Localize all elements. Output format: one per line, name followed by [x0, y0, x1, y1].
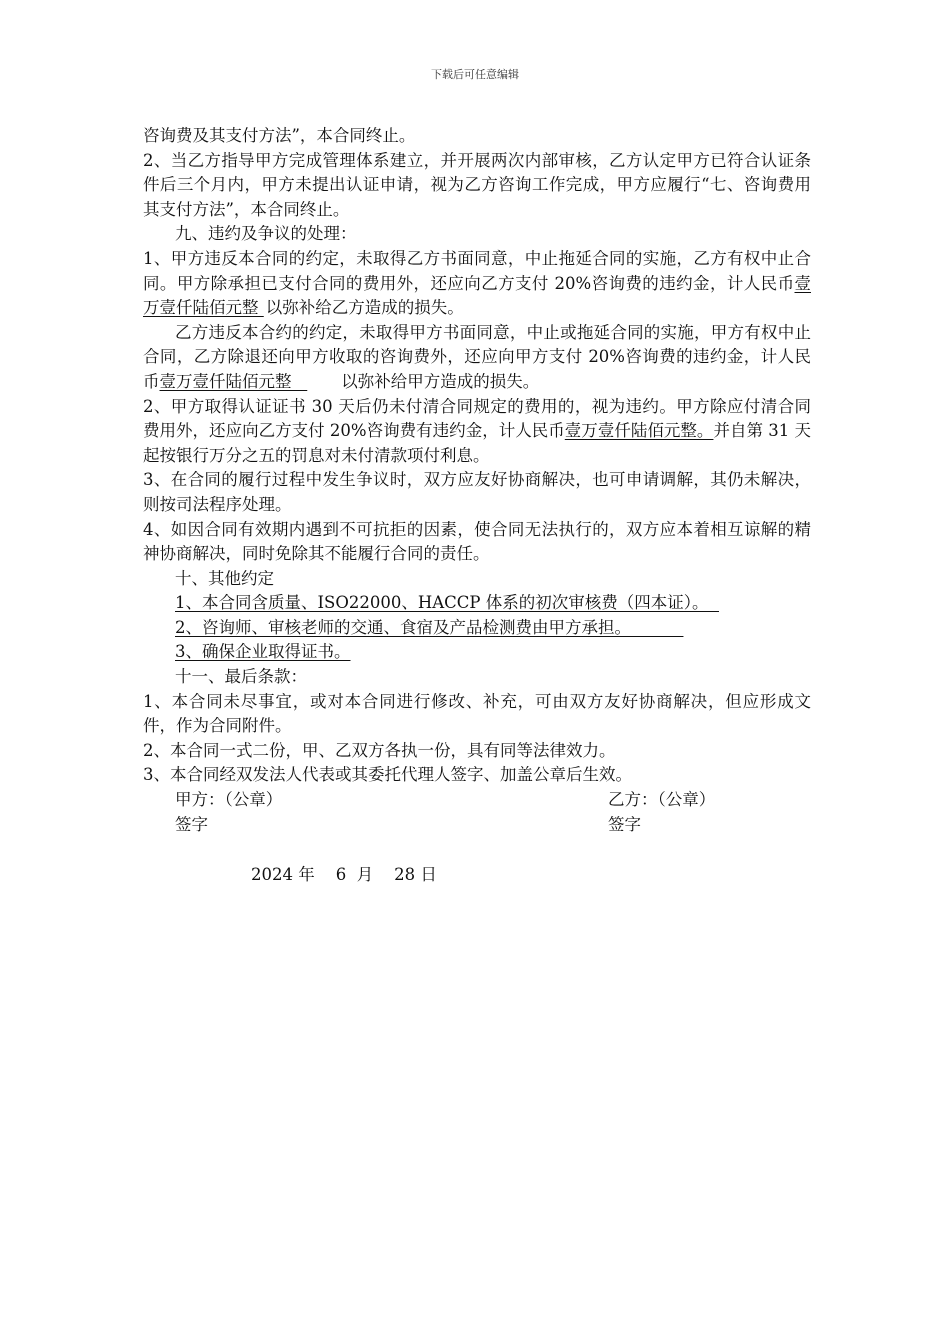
other-term-3: 3、确保企业取得证书。 [175, 642, 351, 662]
section-heading-10: 十、其他约定 [175, 568, 274, 588]
paragraph-text: 以弥补给乙方造成的损失。 [265, 298, 464, 318]
party-b-seal: 乙方：（公章） [608, 790, 716, 810]
paragraph: 3、本合同经双发法人代表或其委托代理人签字、加盖公章后生效。 [143, 765, 632, 785]
paragraph-text: 并自第 31 天起按银行万分之五的罚息对未付清款项付利息。 [143, 421, 811, 465]
paragraph: 咨询费及其支付方法”，本合同终止。 [143, 126, 416, 145]
paragraph [143, 321, 811, 395]
paragraph: 3、在合同的履行过程中发生争议时，双方应友好协商解决，也可申请调解，其仍未解决，则按司法程序处理。 [143, 470, 811, 514]
page-header: 下载后可任意编辑 [431, 68, 519, 81]
other-term-1: 1、本合同含质量、ISO22000、HACCP 体系的初次审核费（四本证）。 [175, 593, 719, 613]
paragraph: 2、当乙方指导甲方完成管理体系建立，并开展两次内部审核，乙方认定甲方已符合认证条件后三个月内，甲方未提出认证申请，视为乙方咨询工作完成，甲方应履行“七、咨询费用其支付方法”，本合同终止。 [143, 150, 811, 219]
paragraph: 4、如因合同有效期内遇到不可抗拒的因素，使合同无法执行的，双方应本着相互谅解的精神协商解决，同时免除其不能履行合同的责任。 [143, 519, 811, 564]
paragraph: 1、本合同未尽事宜，或对本合同进行修改、补充，可由双方友好协商解决，但应形成文件，作为合同附件。 [143, 691, 811, 736]
section-heading-9: 九、违约及争议的处理： [175, 224, 357, 244]
paragraph-text: 以弥补给甲方造成的损失。 [341, 371, 540, 391]
paragraph: 2、本合同一式二份，甲、乙双方各执一份，具有同等法律效力。 [143, 740, 616, 760]
amount-underlined: 壹万壹仟陆佰元整 [143, 273, 811, 318]
signature-row [143, 813, 811, 838]
paragraph [143, 395, 811, 469]
signature-row [143, 788, 811, 813]
paragraph-text: 乙方违反本合约的约定，未取得甲方书面同意，中止或拖延合同的实施，甲方有权中止合同，乙方除退还向甲方收取的咨询费外，还应向甲方支付 20%咨询费的违约金，计人民币 [143, 322, 811, 391]
party-a-seal: 甲方：（公章） [175, 790, 283, 810]
paragraph-text: 2、甲方取得认证证书 30 天后仍未付清合同规定的费用的，视为违约。甲方除应付清合同费用外，还应向乙方支付 20%咨询费有违约金，计人民币 [143, 396, 811, 441]
section-heading-11: 十一、最后条款： [175, 667, 307, 687]
paragraph-text: 1、甲方违反本合同的约定，未取得乙方书面同意，中止拖延合同的实施，乙方有权中止合同。甲方除承担已支付合同的费用外，还应向乙方支付 20%咨询费的违约金，计人民币 [143, 248, 811, 293]
paragraph [143, 247, 811, 321]
contract-body [143, 124, 811, 888]
party-b-sign: 签字 [608, 814, 641, 834]
contract-date: 2024 年 6 月 28 日 [251, 865, 437, 885]
party-a-sign: 签字 [175, 814, 208, 834]
other-term-2: 2、咨询师、审核老师的交通、食宿及产品检测费由甲方承担。 [175, 617, 684, 637]
amount-underlined: 壹万壹仟陆佰元整 [159, 371, 308, 391]
amount-underlined: 壹万壹仟陆佰元整。 [564, 421, 714, 441]
